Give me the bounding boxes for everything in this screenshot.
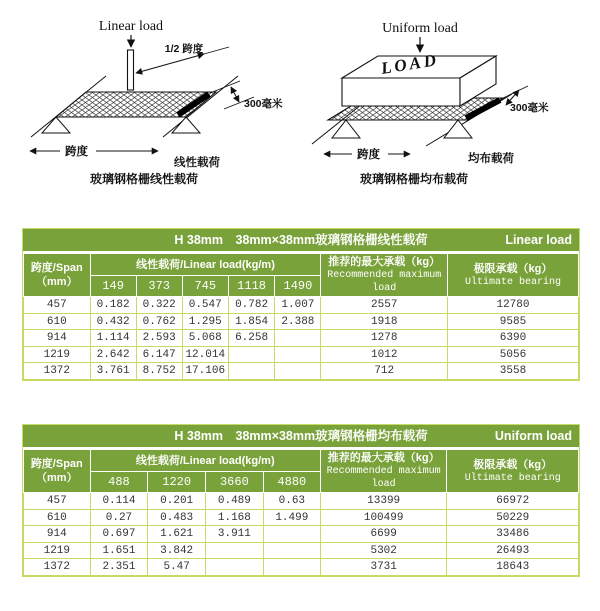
col-header-load-group: 线性载荷/Linear load(kg/m): [90, 254, 321, 276]
table-row: [24, 313, 579, 330]
table-cell: 0.697: [90, 526, 148, 543]
col-header-recommended: [320, 450, 447, 493]
ultimate-header-cn: 极限承载（kg）: [473, 458, 553, 471]
uniform-strip-label: 均布载荷: [468, 153, 514, 165]
linear-load-title: Linear load: [98, 19, 164, 34]
table-title: H 38mm 38mm×38mm玻璃钢格栅线性载荷: [174, 233, 428, 247]
table-cell: 914: [24, 526, 91, 543]
uniform-load-title: Uniform load: [382, 21, 458, 36]
table-cell: 1.854: [228, 313, 275, 330]
table-cell: 3.761: [90, 363, 136, 380]
table-cell: 457: [24, 493, 91, 510]
linear-load-table-body: [24, 297, 579, 380]
load-box-text: LOAD: [379, 50, 441, 78]
table-title-right: Linear load: [505, 233, 572, 247]
table-title-bar: [23, 425, 579, 449]
table-cell: 17.106: [182, 363, 228, 380]
strip-width-dimension: [501, 86, 549, 114]
col-header-load-group: 线性载荷/Linear load(kg/m): [90, 450, 320, 472]
table-row: [24, 493, 579, 510]
table-cell: 0.762: [136, 313, 182, 330]
table-cell: 5056: [447, 346, 578, 363]
col-header-span: [24, 254, 91, 297]
table-row: [24, 297, 579, 314]
table-cell: 0.432: [90, 313, 136, 330]
table-row: [24, 559, 579, 576]
load-level-header: 1118: [228, 276, 275, 297]
span-label: 跨度: [357, 149, 380, 161]
table-cell: 2.593: [136, 330, 182, 347]
table-cell: 2557: [321, 297, 448, 314]
table-title: H 38mm 38mm×38mm玻璃钢格栅均布载荷: [174, 429, 428, 443]
col-header-ultimate: [447, 254, 578, 297]
table-cell: [275, 363, 321, 380]
load-blade-shape: [128, 50, 134, 90]
load-box: [342, 50, 496, 106]
table-cell: 100499: [320, 509, 447, 526]
table-cell: 3558: [447, 363, 578, 380]
table-cell: 66972: [447, 493, 579, 510]
table-cell: 18643: [447, 559, 579, 576]
recommended-header-en: Recommended maximum load: [327, 270, 442, 295]
load-level-header: 745: [182, 276, 228, 297]
span-header-cn: 跨度/Span: [30, 261, 83, 274]
span-label: 跨度: [65, 146, 88, 158]
load-level-header: 1220: [148, 472, 206, 493]
table-cell: [263, 526, 320, 543]
table-title-right: Uniform load: [494, 429, 572, 443]
load-level-header: 373: [136, 276, 182, 297]
table-cell: 5.068: [182, 330, 228, 347]
table-cell: 1.651: [90, 542, 148, 559]
table-cell: 12780: [447, 297, 578, 314]
load-level-header: 4880: [263, 472, 320, 493]
load-level-header: 149: [90, 276, 136, 297]
table-cell: 0.114: [90, 493, 148, 510]
table-cell: 0.782: [228, 297, 275, 314]
table-cell: 712: [321, 363, 448, 380]
table-cell: 6.258: [228, 330, 275, 347]
table-cell: 1372: [24, 363, 91, 380]
col-header-span: [24, 450, 91, 493]
table-cell: 1219: [24, 346, 91, 363]
uniform-load-table: [22, 424, 580, 577]
table-cell: 3.842: [148, 542, 206, 559]
table-cell: [275, 330, 321, 347]
table-cell: 1278: [321, 330, 448, 347]
linear-strip-label: 线性载荷: [174, 157, 220, 169]
table-cell: [263, 559, 320, 576]
span-dimension: [324, 147, 410, 161]
span-dimension: [30, 144, 158, 158]
span-header-cn: 跨度/Span: [30, 457, 83, 470]
table-cell: 1219: [24, 542, 91, 559]
table-cell: 2.388: [275, 313, 321, 330]
strip-width-label: 300毫米: [244, 98, 283, 110]
span-header-unit: （mm）: [36, 472, 78, 485]
table-cell: 610: [24, 509, 91, 526]
table-row: [24, 346, 579, 363]
col-header-recommended: [321, 254, 448, 297]
table-cell: 0.489: [206, 493, 264, 510]
uniform-load-diagram: [310, 10, 578, 210]
uniform-diagram-caption: 玻璃钢格栅均布载荷: [360, 172, 469, 186]
table-cell: 6.147: [136, 346, 182, 363]
table-cell: 0.182: [90, 297, 136, 314]
table-cell: 13399: [320, 493, 447, 510]
table-cell: [228, 346, 275, 363]
table-cell: 26493: [447, 542, 579, 559]
table-cell: [228, 363, 275, 380]
trestle-right: [444, 120, 472, 138]
table-cell: [263, 542, 320, 559]
table-cell: 1012: [321, 346, 448, 363]
table-row: [24, 363, 579, 380]
load-level-header: 488: [90, 472, 148, 493]
table-cell: 5302: [320, 542, 447, 559]
ultimate-header-en: Ultimate bearing: [464, 276, 561, 288]
recommended-header-cn: 推荐的最大承载（kg）: [328, 256, 441, 268]
table-cell: 610: [24, 313, 91, 330]
table-cell: 1.114: [90, 330, 136, 347]
half-span-dimension: [136, 42, 229, 73]
table-cell: 2.351: [90, 559, 148, 576]
table-row: [24, 330, 579, 347]
table-cell: 0.483: [148, 509, 206, 526]
table-cell: 1918: [321, 313, 448, 330]
table-cell: [206, 559, 264, 576]
ultimate-header-en: Ultimate bearing: [464, 472, 561, 484]
table-cell: [206, 542, 264, 559]
table-cell: 0.63: [263, 493, 320, 510]
col-header-ultimate: [447, 450, 579, 493]
table-cell: 1372: [24, 559, 91, 576]
strip-width-dimension: [210, 81, 283, 110]
recommended-header-en: Recommended maximum load: [326, 466, 441, 491]
ultimate-header-cn: 极限承载（kg）: [473, 262, 553, 275]
load-level-header: 3660: [206, 472, 264, 493]
table-cell: 1.621: [148, 526, 206, 543]
table-cell: [275, 346, 321, 363]
table-cell: 3731: [320, 559, 447, 576]
table-cell: 33486: [447, 526, 579, 543]
table-row: [24, 526, 579, 543]
table-cell: 0.322: [136, 297, 182, 314]
table-cell: 12.014: [182, 346, 228, 363]
recommended-header-cn: 推荐的最大承载（kg）: [327, 452, 440, 464]
trestle-left: [332, 120, 360, 138]
table-cell: 3.911: [206, 526, 264, 543]
table-cell: 1.295: [182, 313, 228, 330]
strip-width-label: 300毫米: [510, 102, 549, 114]
table-cell: 0.201: [148, 493, 206, 510]
table-cell: 5.47: [148, 559, 206, 576]
table-row: [24, 509, 579, 526]
span-header-unit: （mm）: [36, 276, 78, 289]
uniform-load-table-body: [24, 493, 579, 576]
linear-load-diagram: [26, 10, 318, 210]
linear-load-table: [22, 228, 580, 381]
table-cell: 2.642: [90, 346, 136, 363]
linear-load-data-table: [23, 253, 579, 380]
table-cell: 6390: [447, 330, 578, 347]
table-cell: 8.752: [136, 363, 182, 380]
uniform-load-data-table: [23, 449, 579, 576]
table-cell: 0.547: [182, 297, 228, 314]
linear-diagram-caption: 玻璃钢格栅线性载荷: [90, 172, 199, 186]
trestle-right: [172, 117, 200, 133]
table-cell: 1.499: [263, 509, 320, 526]
half-span-label: 1/2 跨度: [164, 43, 204, 55]
table-cell: 50229: [447, 509, 579, 526]
table-cell: 9585: [447, 313, 578, 330]
table-cell: 457: [24, 297, 91, 314]
load-level-header: 1490: [275, 276, 321, 297]
table-cell: 914: [24, 330, 91, 347]
table-row: [24, 542, 579, 559]
table-cell: 1.007: [275, 297, 321, 314]
table-cell: 6699: [320, 526, 447, 543]
table-cell: 1.168: [206, 509, 264, 526]
table-title-bar: [23, 229, 579, 253]
table-cell: 0.27: [90, 509, 148, 526]
